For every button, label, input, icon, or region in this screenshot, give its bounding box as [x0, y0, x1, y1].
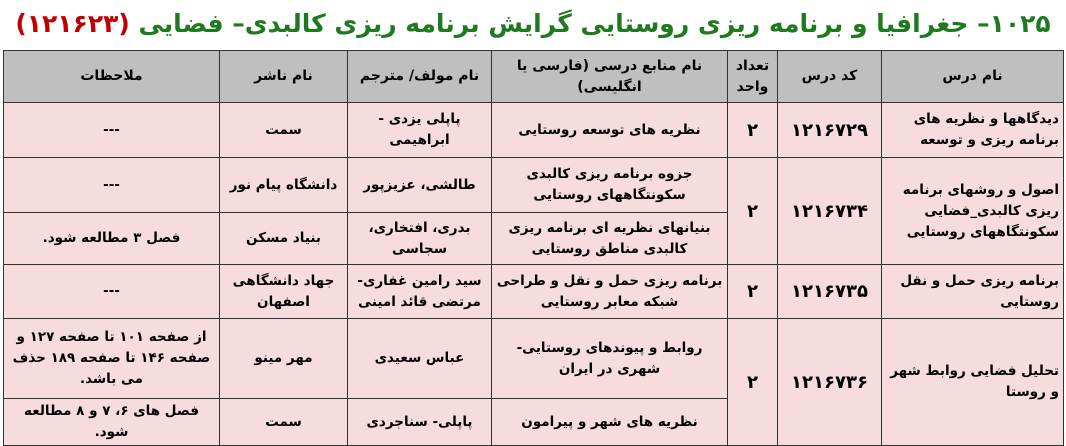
author-cell: سید رامین غفاری- مرتضی قائد امینی	[348, 265, 492, 319]
publisher-cell: مهر مینو	[220, 319, 348, 399]
notes-cell: ---	[4, 103, 220, 158]
source-title-cell: روابط و پیوندهای روستایی- شهری در ایران	[492, 319, 728, 399]
publisher-cell: سمت	[220, 103, 348, 158]
table-row	[4, 265, 1064, 319]
author-cell: بدری، افتخاری، سجاسی	[348, 213, 492, 265]
header-units: تعداد واحد	[728, 51, 778, 103]
source-title-cell: بنیانهای نظریه ای برنامه ریزی کالبدی مناطق روستایی	[492, 213, 728, 265]
units-cell: ۲	[728, 319, 778, 446]
notes-cell: ---	[4, 158, 220, 213]
author-cell: طالشی، عزیزپور	[348, 158, 492, 213]
table-row	[4, 158, 1064, 213]
header-author: نام مولف/ مترجم	[348, 51, 492, 103]
source-title-cell: جزوه برنامه ریزی کالبدی سکونتگاههای روستایی	[492, 158, 728, 213]
author-cell: عباس سعیدی	[348, 319, 492, 399]
author-cell: پاپلی- سناجردی	[348, 399, 492, 446]
header-sources: نام منابع درسی (فارسی یا انگلیسی)	[492, 51, 728, 103]
course-code-cell: ۱۲۱۶۷۳۶	[778, 319, 882, 446]
course-name-cell: اصول و روشهای برنامه ریزی کالبدی_فضایی سکونتگاههای روستایی	[882, 158, 1064, 265]
course-name-cell: برنامه ریزی حمل و نقل روستایی	[882, 265, 1064, 319]
course-name-cell: تحلیل فضایی روابط شهر و روستا	[882, 319, 1064, 446]
source-title-cell: برنامه ریزی حمل و نقل و طراحی شبکه معابر روستایی	[492, 265, 728, 319]
courses-table	[3, 50, 1064, 446]
notes-cell: از صفحه ۱۰۱ تا صفحه ۱۲۷ و صفحه ۱۴۶ تا صفحه ۱۸۹ حذف می باشد.	[4, 319, 220, 399]
source-title-cell: نظریه های توسعه روستایی	[492, 103, 728, 158]
publisher-cell: بنیاد مسکن	[220, 213, 348, 265]
publisher-cell: جهاد دانشگاهی اصفهان	[220, 265, 348, 319]
header-notes: ملاحظات	[4, 51, 220, 103]
table-row	[4, 319, 1064, 399]
notes-cell: ---	[4, 265, 220, 319]
header-publisher: نام ناشر	[220, 51, 348, 103]
course-code-cell: ۱۲۱۶۷۳۵	[778, 265, 882, 319]
course-name-cell: دیدگاهها و نظریه های برنامه ریزی و توسعه	[882, 103, 1064, 158]
title-code: (۱۲۱۶۲۳)	[15, 9, 130, 38]
page-title	[0, 4, 1066, 44]
units-cell: ۲	[728, 158, 778, 265]
publisher-cell: سمت	[220, 399, 348, 446]
header-course-name: نام درس	[882, 51, 1064, 103]
table-row	[4, 103, 1064, 158]
title-main: ۱۰۲۵– جغرافیا و برنامه ریزی روستایی گرایش برنامه ریزی کالبدی– فضایی	[138, 9, 1051, 38]
course-code-cell: ۱۲۱۶۷۳۴	[778, 158, 882, 265]
units-cell: ۲	[728, 103, 778, 158]
header-course-code: کد درس	[778, 51, 882, 103]
notes-cell: فصل های ۶، ۷ و ۸ مطالعه شود.	[4, 399, 220, 446]
publisher-cell: دانشگاه پیام نور	[220, 158, 348, 213]
source-title-cell: نظریه های شهر و پیرامون	[492, 399, 728, 446]
notes-cell: فصل ۳ مطالعه شود.	[4, 213, 220, 265]
header-row	[4, 51, 1064, 103]
units-cell: ۲	[728, 265, 778, 319]
author-cell: پاپلی یزدی - ابراهیمی	[348, 103, 492, 158]
course-code-cell: ۱۲۱۶۷۲۹	[778, 103, 882, 158]
